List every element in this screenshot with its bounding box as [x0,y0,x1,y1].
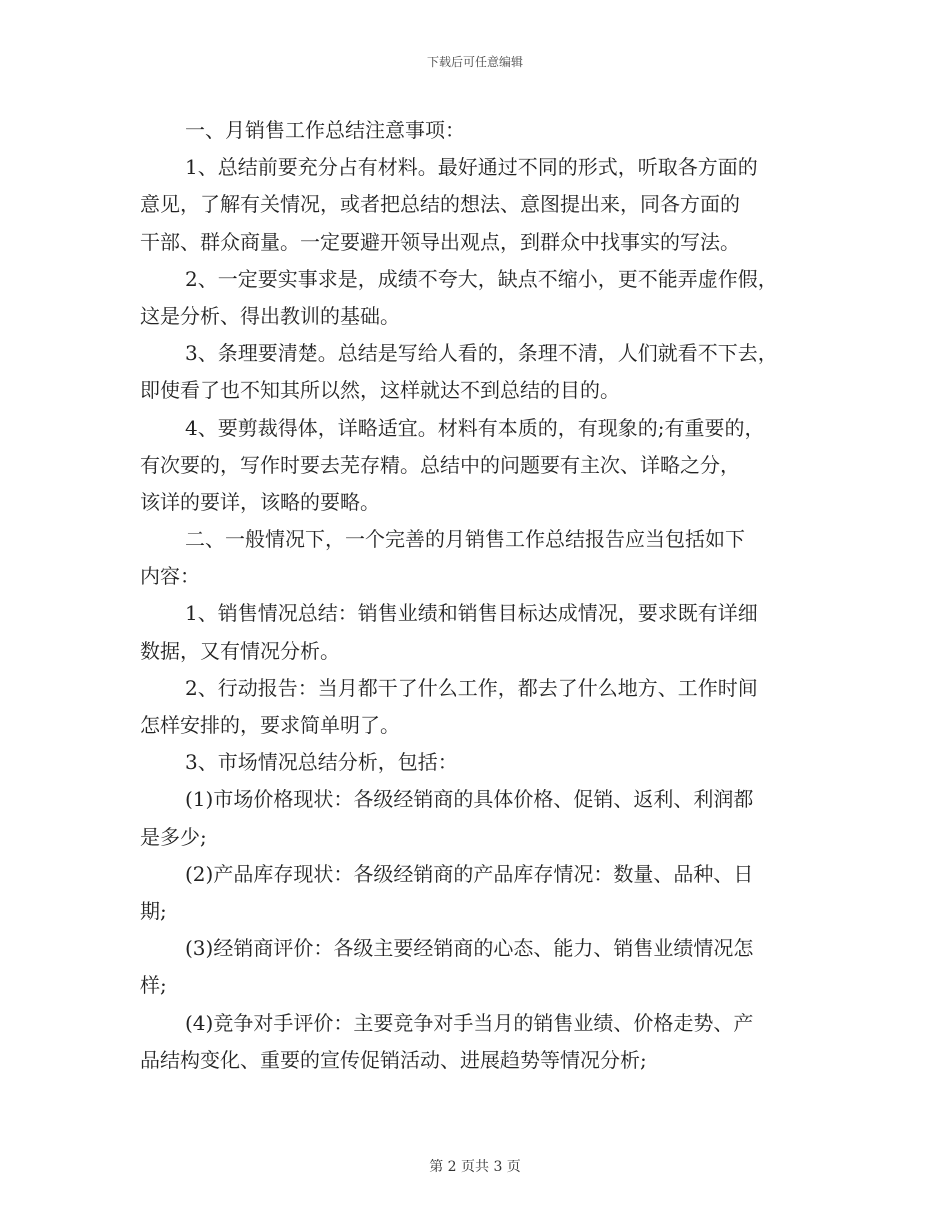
paragraph-line: 干部、群众商量。一定要避开领导出观点，到群众中找事实的写法。 [140,229,740,254]
paragraph-line: 怎样安排的，要求简单明了。 [140,713,400,737]
paragraph-line: 该详的要详，该略的要略。 [140,489,380,514]
section-heading-1: 一、月销售工作总结注意事项： [185,118,465,142]
paragraph-line: 意见，了解有关情况，或者把总结的想法、意图提出来，同各方面的 [140,192,740,217]
paragraph-line: (3)经销商评价：各级主要经销商的心态、能力、销售业绩情况怎 [185,936,754,961]
paragraph-line: (4)竞争对手评价：主要竞争对手当月的销售业绩、价格走势、产 [185,1010,754,1035]
paragraph-line: 内容： [140,564,200,589]
paragraph-line: 样; [140,973,167,998]
page-header-note: 下载后可任意编辑 [426,55,523,69]
paragraph-line: 3、条理要清楚。总结是写给人看的，条理不清，人们就看不下去， [185,341,778,366]
paragraph-line: 2、行动报告：当月都干了什么工作，都去了什么地方、工作时间 [185,675,758,700]
paragraph-line: 1、总结前要充分占有材料。最好通过不同的形式，听取各方面的 [185,155,758,180]
document-body [140,112,810,1079]
paragraph-line: (2)产品库存现状：各级经销商的产品库存情况：数量、品种、日 [185,861,754,886]
paragraph-line: (1)市场价格现状：各级经销商的具体价格、促销、返利、利润都 [185,787,754,812]
section-heading-2: 二、一般情况下，一个完善的月销售工作总结报告应当包括如下 [185,527,745,552]
paragraph-line: 1、销售情况总结：销售业绩和销售目标达成情况，要求既有详细 [185,601,758,626]
paragraph-line: 4、要剪裁得体，详略适宜。材料有本质的，有现象的;有重要的， [185,415,765,440]
paragraph-line: 期; [140,898,167,923]
paragraph-line: 即使看了也不知其所以然，这样就达不到总结的目的。 [140,378,620,403]
paragraph-line: 这是分析、得出教训的基础。 [140,303,400,328]
paragraph-line: 2、一定要实事求是，成绩不夸大，缺点不缩小，更不能弄虚作假， [185,266,778,291]
paragraph-line: 3、市场情况总结分析，包括： [185,750,458,775]
page-number-footer: 第 2 页共 3 页 [429,1159,521,1175]
paragraph-line: 品结构变化、重要的宣传促销活动、进展趋势等情况分析; [140,1047,647,1072]
paragraph-line: 数据，又有情况分析。 [140,638,340,663]
paragraph-line: 有次要的，写作时要去芜存精。总结中的问题要有主次、详略之分， [140,452,740,477]
paragraph-line: 是多少; [140,824,207,849]
